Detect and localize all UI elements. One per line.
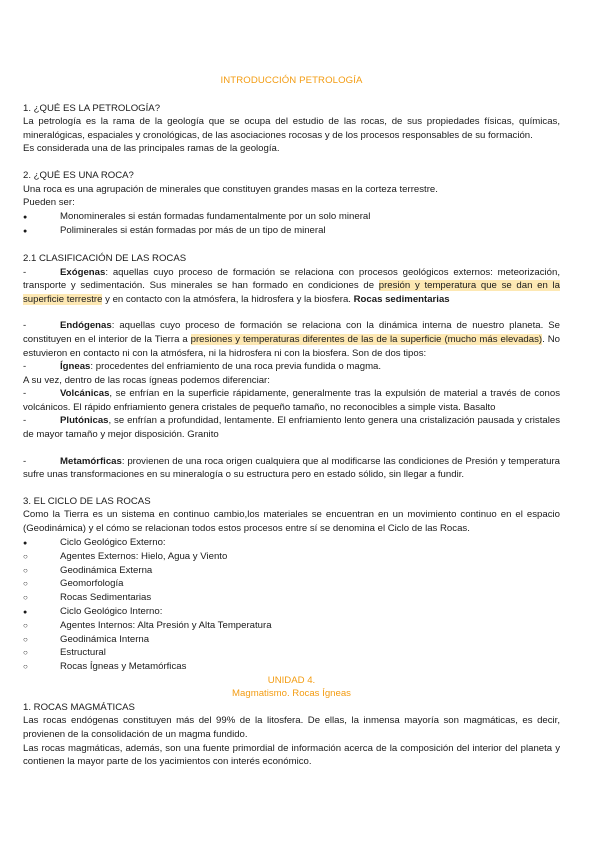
paragraph: La petrología es la rama de la geología que se ocupa del estudio de las rocas, de sus propiedades físicas, químicas, mineralógicas, espaciales y cronológicas, de las asociaciones rocosas y de los procesos responsables de su formación. [23,116,560,141]
term-exogenas: Exógenas [60,266,106,278]
unit-title: Magmatismo. Rocas Ígneas [232,688,351,700]
list-item [23,633,560,647]
list-item-text: Geomorfología [60,578,124,590]
list-item-text: Monominerales si están formadas fundamentalmente por un solo mineral [60,210,371,222]
list-item-text: Agentes Externos: Hielo, Agua y Viento [60,551,228,563]
list-item-text: Estructural [60,647,106,659]
paragraph-volcanicas [23,387,560,414]
dash-marker: - [23,388,27,400]
bold-text: Rocas sedimentarias [353,293,450,305]
highlighted-text: presión y temperatura que se dan en la superficie terrestre [23,280,560,305]
term-igneas: Ígneas [60,361,91,373]
list-item [23,619,560,633]
document-title: INTRODUCCIÓN PETROLOGÍA [220,75,363,86]
section-heading: 1. ¿QUÉ ES LA PETROLOGÍA? [23,102,161,114]
circle-bullet-icon [23,646,60,660]
paragraph-exogenas [23,266,560,307]
section-ciclo [23,495,560,674]
section-clasificacion [23,252,560,482]
list-item-text: Agentes Internos: Alta Presión y Alta Temperatura [60,620,272,632]
bullet-icon [23,224,60,239]
dash-marker: - [23,415,27,427]
paragraph: Las rocas endógenas constituyen más del 99% de la litosfera. De ellas, la inmensa mayoría son magmáticas, es decir, provienen de la consolidación de un magma fundido. [23,715,560,740]
dash-marker: - [23,320,27,332]
paragraph-endogenas [23,319,560,360]
circle-bullet-icon [23,550,60,564]
section-petrologia [23,102,560,156]
section-magmaticas [23,701,560,769]
paragraph-metamorficas [23,455,560,482]
section-heading: 2. ¿QUÉ ES UNA ROCA? [23,169,134,181]
bullet-icon [23,210,60,225]
bullet-icon [23,536,60,551]
list-item [23,577,560,591]
text: : procedentes del enfriamiento de una roca previa fundida o magma. [90,361,382,373]
circle-bullet-icon [23,591,60,605]
dash-marker: - [23,361,27,373]
text: y en contacto con la atmósfera, la hidrosfera y la biosfera. [102,293,354,305]
dash-marker: - [23,455,27,467]
text: . No estuvieron en contacto ni con la atmósfera, ni la hidrosfera ni con la biosfera. Son de dos tipos: [23,333,560,359]
cycle-list [23,536,560,674]
dash-marker: - [23,266,27,278]
paragraph: Las rocas magmáticas, además, son una fuente primordial de información acerca de la composición del interior del planeta y contienen la mayor parte de los yacimientos con interés económico. [23,742,560,768]
list-item [23,605,560,620]
term-plutonicas: Plutónicas [60,415,109,427]
list-item [23,591,560,605]
text: : aquellas cuyo proceso de formación se relaciona con procesos geológicos externos: meteorización, transporte y sedimentación. Sus minerales se han formado en condiciones de [23,266,560,292]
list-item [23,550,560,564]
unit-number: UNIDAD 4. [267,674,316,686]
text: , se enfrían en la superficie rápidamente, generalmente tras la expulsión de material a través de conos volcánicos. El rápido enfriamiento genera cristales de pequeño tamaño, no reconocibles a simple vista. Basalto [23,388,560,413]
list-item-text: Geodinámica Interna [60,633,150,645]
term-metamorficas: Metamórficas [60,455,122,467]
list-item-text: Rocas Ígneas y Metamórficas [60,660,187,672]
unit-header [23,674,560,701]
list-item [23,646,560,660]
list-item [23,564,560,578]
list-item-text: Rocas Sedimentarias [60,592,152,603]
section-heading: 3. EL CICLO DE LAS ROCAS [23,495,151,507]
bullet-icon [23,605,60,620]
circle-bullet-icon [23,633,60,647]
list-item-text: Geodinámica Externa [60,564,153,576]
list-item [23,224,560,239]
paragraph: Pueden ser: [23,197,75,209]
term-endogenas: Endógenas [60,320,112,332]
list-item-text: Ciclo Geológico Externo: [60,536,166,548]
paragraph: Una roca es una agrupación de minerales que constituyen grandes masas en la corteza terrestre. [23,183,438,195]
highlighted-text: presiones y temperaturas diferentes de las de la superficie (mucho más elevadas) [190,333,543,345]
term-volcanicas: Volcánicas [60,388,110,400]
paragraph-plutonicas [23,414,560,441]
section-roca [23,169,560,239]
circle-bullet-icon [23,564,60,578]
list-item [23,536,560,551]
paragraph: Como la Tierra es un sistema en continuo cambio,los materiales se encuentran en un movimiento continuo en el espacio (Geodinámica) y el cómo se relacionan todos estos procesos entre sí se denomina el Ciclo de las Rocas. [23,509,560,535]
paragraph: A su vez, dentro de las rocas ígneas podemos diferenciar: [23,374,270,386]
circle-bullet-icon [23,619,60,633]
list-item [23,660,560,674]
text: : provienen de una roca origen cualquiera que al modificarse las condiciones de Presión y temperatura sufre unas transformaciones en su mineralogía o su estructura pero en estado sólido, sin llegar a fundir. [23,455,560,481]
paragraph: Es considerada una de las principales ramas de la geología. [23,143,280,155]
list-item [23,210,560,225]
list-item-text: Ciclo Geológico Interno: [60,605,163,617]
section-heading: 1. ROCAS MAGMÁTICAS [23,701,135,713]
circle-bullet-icon [23,660,60,674]
circle-bullet-icon [23,577,60,591]
text: , se enfrían a profundidad, lentamente. El enfriamiento lento genera una cristalización pausada y cristales de mayor tamaño y mejor disposición. Granito [23,415,560,441]
list-item-text: Poliminerales si están formadas por más de un tipo de mineral [60,225,326,237]
paragraph-igneas [23,360,560,374]
section-heading: 2.1 CLASIFICACIÓN DE LAS ROCAS [23,252,187,264]
text: : aquellas cuyo proceso de formación se relaciona con la dinámica interna de nuestro planeta. Se constituyen en el interior de la Tierra a [23,320,560,345]
